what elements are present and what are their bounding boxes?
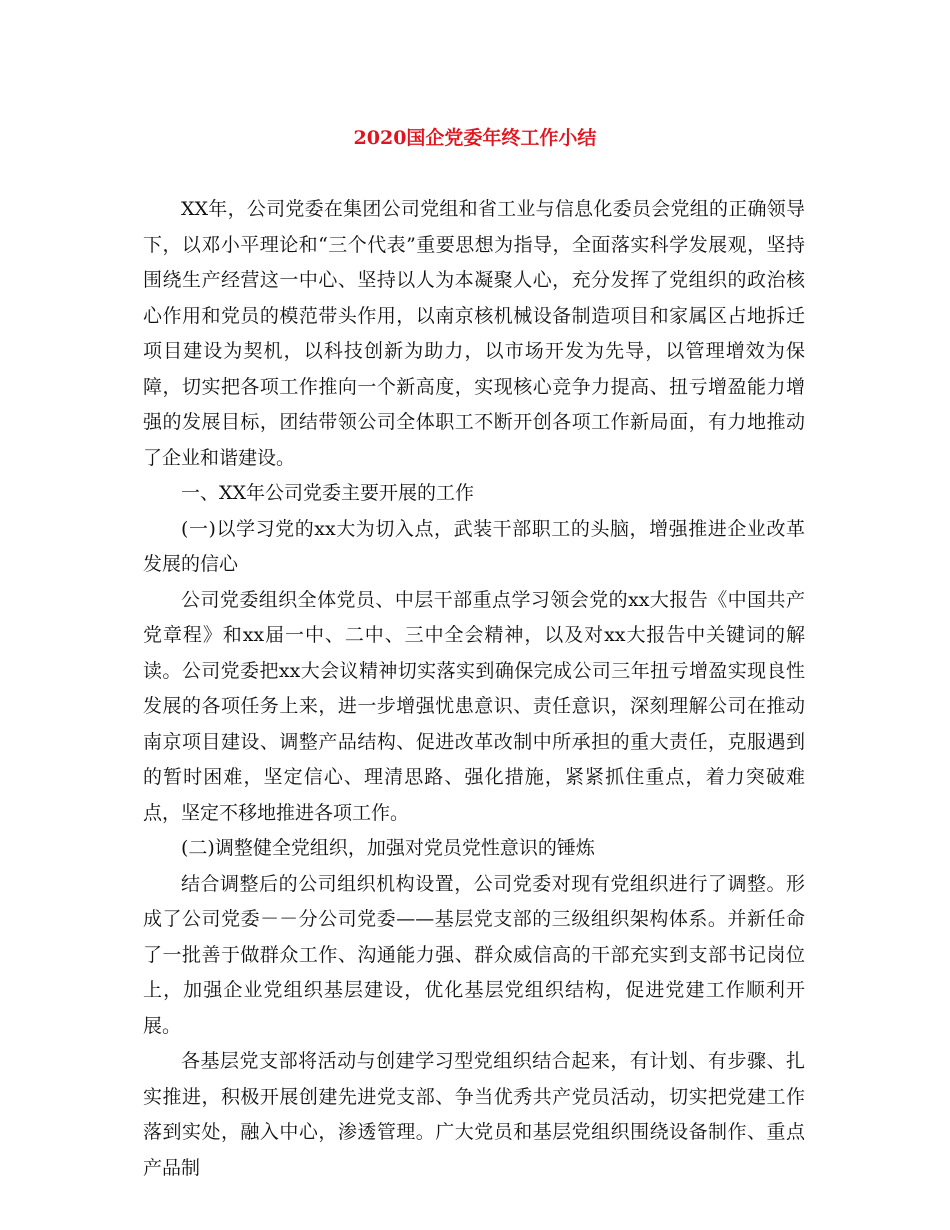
document-title: 2020国企党委年终工作小结 bbox=[353, 127, 597, 149]
paragraph-branches: 各基层党支部将活动与创建学习型党组织结合起来，有计划、有步骤、扎实推进，积极开展创建先进党支部、争当优秀共产党员活动，切实把党建工作落到实处，融入中心，渗透管理。广大党员和基层党组织围绕设备制作、重点产品制 bbox=[143, 1050, 805, 1179]
document-body bbox=[143, 192, 805, 1186]
paragraph-organization: 结合调整后的公司组织机构设置，公司党委对现有党组织进行了调整。形成了公司党委－－分公司党委——基层党支部的三级组织架构体系。并新任命了一批善于做群众工作、沟通能力强、群众威信高的干部充实到支部书记岗位上，加强企业党组织基层建设，优化基层党组织结构，促进党建工作顺利开展。 bbox=[143, 872, 805, 1037]
subsection-heading-2: (二)调整健全党组织，加强对党员党性意识的锤炼 bbox=[181, 837, 595, 859]
paragraph-intro: XX年，公司党委在集团公司党组和省工业与信息化委员会党组的正确领导下，以邓小平理论和“三个代表”重要思想为指导，全面落实科学发展观，坚持围绕生产经营这一中心、坚持以人为本凝聚人心，充分发挥了党组织的政治核心作用和党员的模范带头作用，以南京核机械设备制造项目和家属区占地拆迁项目建设为契机，以科技创新为助力，以市场开发为先导，以管理增效为保障，切实把各项工作推向一个新高度，实现核心竞争力提高、扭亏增盈能力增强的发展目标，团结带领公司全体职工不断开创各项工作新局面，有力地推动了企业和谐建设。 bbox=[143, 198, 805, 469]
paragraph-study: 公司党委组织全体党员、中层干部重点学习领会党的xx大报告《中国共产党章程》和xx届一中、二中、三中全会精神，以及对xx大报告中关键词的解读。公司党委把xx大会议精神切实落实到确保完成公司三年扭亏增盈实现良性发展的各项任务上来，进一步增强忧患意识、责任意识，深刻理解公司在推动南京项目建设、调整产品结构、促进改革改制中所承担的重大责任，克服遇到的暂时困难，坚定信心、理清思路、强化措施，紧紧抓住重点，着力突破难点，坚定不移地推进各项工作。 bbox=[143, 588, 805, 824]
subsection-heading-1: (一)以学习党的xx大为切入点，武装干部职工的头脑，增强推进企业改革发展的信心 bbox=[143, 517, 805, 575]
section-heading-1: 一、XX年公司党委主要开展的工作 bbox=[181, 482, 475, 504]
